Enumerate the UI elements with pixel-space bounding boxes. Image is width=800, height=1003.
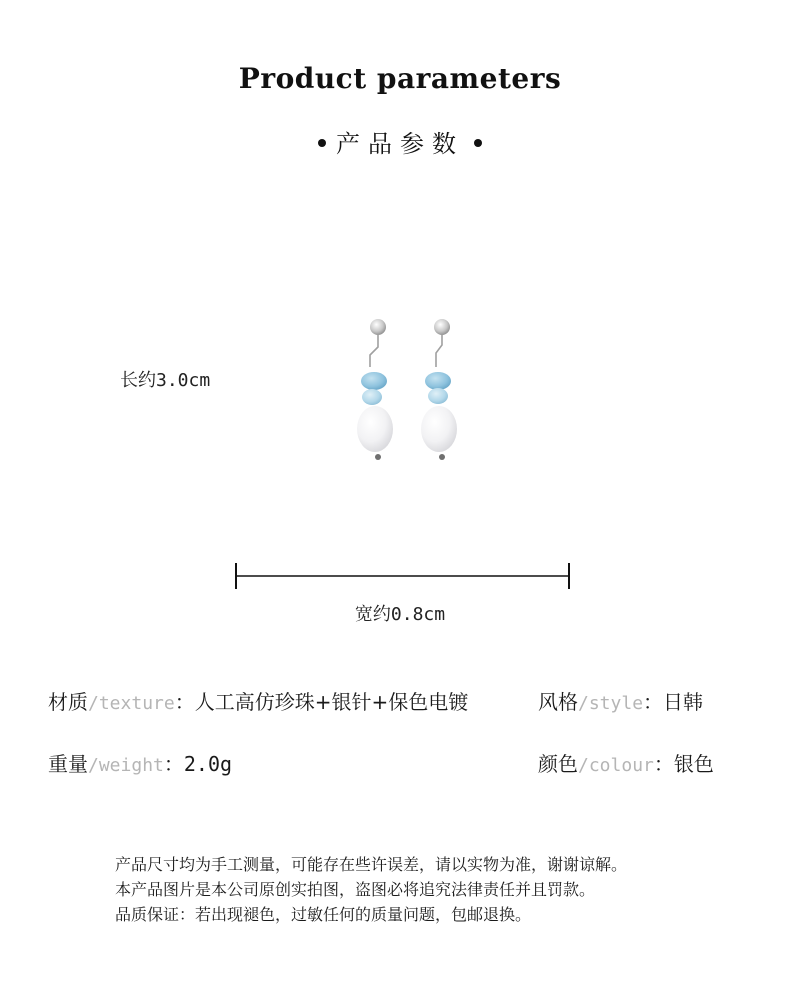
spec-style-label-en: style bbox=[588, 693, 644, 714]
width-label: 宽约0.8cm bbox=[354, 604, 446, 625]
width-ruler-icon bbox=[235, 562, 570, 590]
right-earring bbox=[421, 319, 457, 460]
page-title: Product parameters bbox=[238, 62, 562, 95]
spec-color bbox=[538, 748, 714, 777]
spec-material-value: 人工高仿珍珠+银针+保色电镀 bbox=[194, 690, 469, 714]
spec-color-label: 颜色 bbox=[538, 752, 578, 776]
bullet-dot-left bbox=[318, 139, 326, 147]
spec-separator: / bbox=[88, 693, 99, 714]
notes-block bbox=[115, 852, 755, 927]
spec-colon: ： bbox=[174, 690, 195, 714]
left-earring bbox=[357, 319, 393, 460]
spec-colon: ： bbox=[643, 690, 664, 714]
earring-pair-icon bbox=[340, 305, 470, 475]
note-line: 本产品图片是本公司原创实拍图，盗图必将追究法律责任并且罚款。 bbox=[115, 880, 596, 899]
spec-weight-label-en: weight bbox=[98, 755, 164, 776]
spec-colon: ： bbox=[653, 752, 674, 776]
spec-separator: / bbox=[88, 755, 99, 776]
bullet-dot-right bbox=[474, 139, 482, 147]
note-line: 品质保证：若出现褪色，过敏任何的质量问题，包邮退换。 bbox=[115, 905, 532, 924]
spec-weight-label: 重量 bbox=[48, 752, 88, 776]
spec-color-value: 银色 bbox=[673, 752, 714, 776]
spec-weight-value: 2.0g bbox=[183, 752, 233, 776]
spec-material-label-en: texture bbox=[98, 693, 175, 714]
spec-color-label-en: colour bbox=[588, 755, 654, 776]
length-label: 长约3.0cm bbox=[120, 370, 211, 391]
note-line: 产品尺寸均为手工测量，可能存在些许误差，请以实物为准，谢谢谅解。 bbox=[115, 855, 628, 874]
spec-material bbox=[48, 686, 468, 715]
spec-separator: / bbox=[578, 755, 589, 776]
page-subtitle bbox=[0, 124, 800, 159]
spec-material-label: 材质 bbox=[48, 690, 88, 714]
subtitle-text: 产品参数 bbox=[336, 130, 464, 158]
spec-style bbox=[538, 686, 703, 715]
spec-style-label: 风格 bbox=[538, 690, 578, 714]
spec-style-value: 日韩 bbox=[663, 690, 704, 714]
spec-weight bbox=[48, 748, 232, 777]
spec-colon: ： bbox=[163, 752, 184, 776]
spec-separator: / bbox=[578, 693, 589, 714]
